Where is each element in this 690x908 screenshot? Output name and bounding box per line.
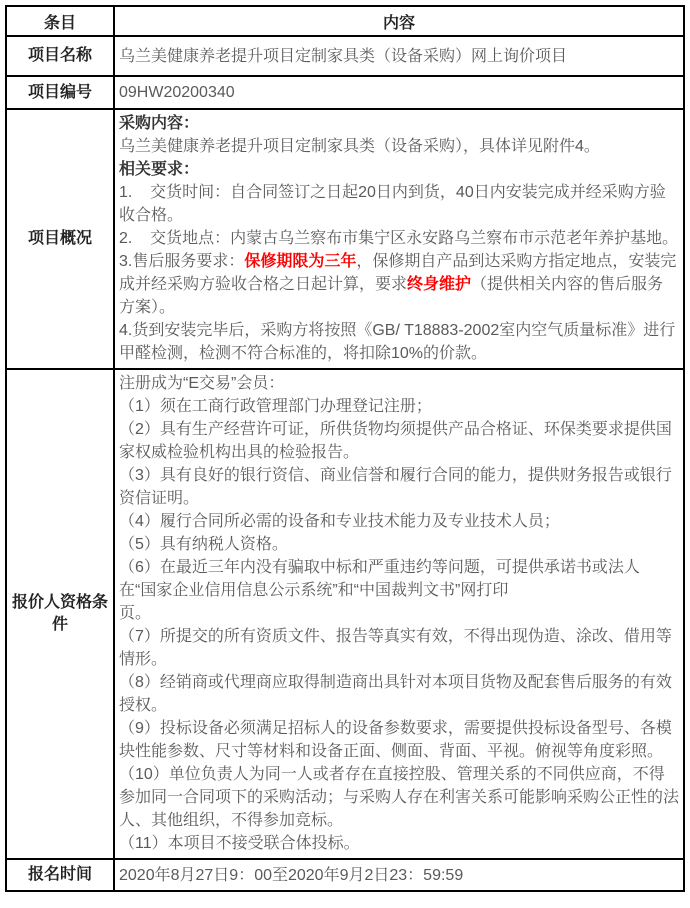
- body-text: （4）履行合同所必需的设备和专业技术能力及专业技术人员；: [119, 513, 560, 530]
- paragraph: [119, 418, 679, 464]
- paragraph: [119, 832, 679, 855]
- paragraph: [119, 625, 679, 671]
- project-name-value: 乌兰美健康养老提升项目定制家具类（设备采购）网上询价项目: [114, 36, 684, 76]
- table-row-project-number: [6, 76, 684, 109]
- bold-text: 相关要求：: [119, 161, 200, 178]
- registration-time-value: 2020年8月27日9：00至2020年9月2日23：59:59: [114, 859, 684, 891]
- paragraph: [119, 510, 679, 533]
- paragraph: [119, 158, 679, 181]
- body-text: （11）本项目不接受联合体投标。: [119, 835, 360, 852]
- body-text: （5）具有纳税人资格。: [119, 536, 288, 553]
- project-overview-content: [114, 109, 684, 369]
- header-cell-content: 内容: [114, 6, 684, 36]
- procurement-info-table: [5, 5, 685, 892]
- body-text: （8）经销商或代理商应取得制造商出具针对本项目货物及配套售后服务的有效授权。: [119, 674, 672, 714]
- paragraph: [119, 464, 679, 510]
- paragraph: [119, 556, 679, 579]
- body-text: 3.售后服务要求：: [119, 253, 245, 270]
- body-text: 注册成为“E交易”会员：: [119, 375, 285, 392]
- bold-text: 采购内容：: [119, 115, 200, 132]
- table-header-row: [6, 6, 684, 36]
- bidder-qualification-content: [114, 369, 684, 859]
- table-row-registration-time: [6, 859, 684, 891]
- paragraph: [119, 112, 679, 135]
- paragraph: [119, 671, 679, 717]
- body-text: 乌兰美健康养老提升项目定制家具类（设备采购），具体详见附件4。: [119, 138, 600, 155]
- red-emphasis-text: 保修期限为三年: [244, 253, 357, 270]
- red-emphasis-text: 终身维护: [407, 276, 472, 293]
- paragraph: [119, 319, 679, 365]
- paragraph: [119, 395, 679, 418]
- body-text: （提供相关内容的售后服务方案）。: [119, 276, 664, 316]
- body-text: 4.货到安装完毕后，采购方将按照《GB/ T18883-2002室内空气质量标准》进行甲醛检测，检测不符合标准的，将扣除10%的价款。: [119, 322, 676, 362]
- project-overview-label: 项目概况: [6, 109, 114, 369]
- body-text: （10）单位负责人为同一人或者存在直接控股、管理关系的不同供应商，不得参加同一合同项下的采购活动；与采购人存在利害关系可能影响采购公正性的法人、其他组织，不得参加竞标。: [119, 766, 680, 829]
- body-text: （6）在最近三年内没有骗取中标和严重违约等问题，可提供承诺书或法人: [119, 559, 640, 576]
- body-text: ，保修期自产品到达采购方指定地点，安装完成并经采购方验收合格之日起计算，要求: [119, 253, 677, 293]
- registration-time-label: 报名时间: [6, 859, 114, 891]
- paragraph: [119, 372, 679, 395]
- body-text: 在“国家企业信用信息公示系统”和“中国裁判文书”网打印: [119, 582, 509, 599]
- header-cell-item: 条目: [6, 6, 114, 36]
- body-text: （1）须在工商行政管理部门办理登记注册；: [119, 398, 432, 415]
- body-text: （9）投标设备必须满足招标人的设备参数要求，需要提供投标设备型号、各模块性能参数、尺寸等材料和设备正面、侧面、背面、平视。俯视等角度彩照。: [119, 720, 672, 760]
- table-row-bidder-qualification: [6, 369, 684, 859]
- paragraph: [119, 135, 679, 158]
- project-number-label: 项目编号: [6, 76, 114, 109]
- body-text: 页。: [119, 605, 152, 622]
- table-row-project-name: [6, 36, 684, 76]
- paragraph: [119, 181, 679, 227]
- paragraph: [119, 579, 679, 602]
- body-text: 1. 交货时间：自合同签订之日起20日内到货，40日内安装完成并经采购方验收合格。: [119, 184, 666, 224]
- paragraph: [119, 250, 679, 319]
- body-text: （2）具有生产经营许可证，所供货物均须提供产品合格证、环保类要求提供国家权威检验机构出具的检验报告。: [119, 421, 672, 461]
- project-name-label: 项目名称: [6, 36, 114, 76]
- body-text: 2. 交货地点：内蒙古乌兰察布市集宁区永安路乌兰察布市示范老年养护基地。: [119, 230, 679, 247]
- project-number-value: 09HW20200340: [114, 76, 684, 109]
- body-text: （7）所提交的所有资质文件、报告等真实有效，不得出现伪造、涂改、借用等情形。: [119, 628, 672, 668]
- paragraph: [119, 717, 679, 763]
- paragraph: [119, 533, 679, 556]
- table-row-project-overview: [6, 109, 684, 369]
- paragraph: [119, 763, 679, 832]
- paragraph: [119, 227, 679, 250]
- bidder-qualification-label: 报价人资格条件: [6, 369, 114, 859]
- body-text: （3）具有良好的银行资信、商业信誉和履行合同的能力，提供财务报告或银行资信证明。: [119, 467, 672, 507]
- paragraph: [119, 602, 679, 625]
